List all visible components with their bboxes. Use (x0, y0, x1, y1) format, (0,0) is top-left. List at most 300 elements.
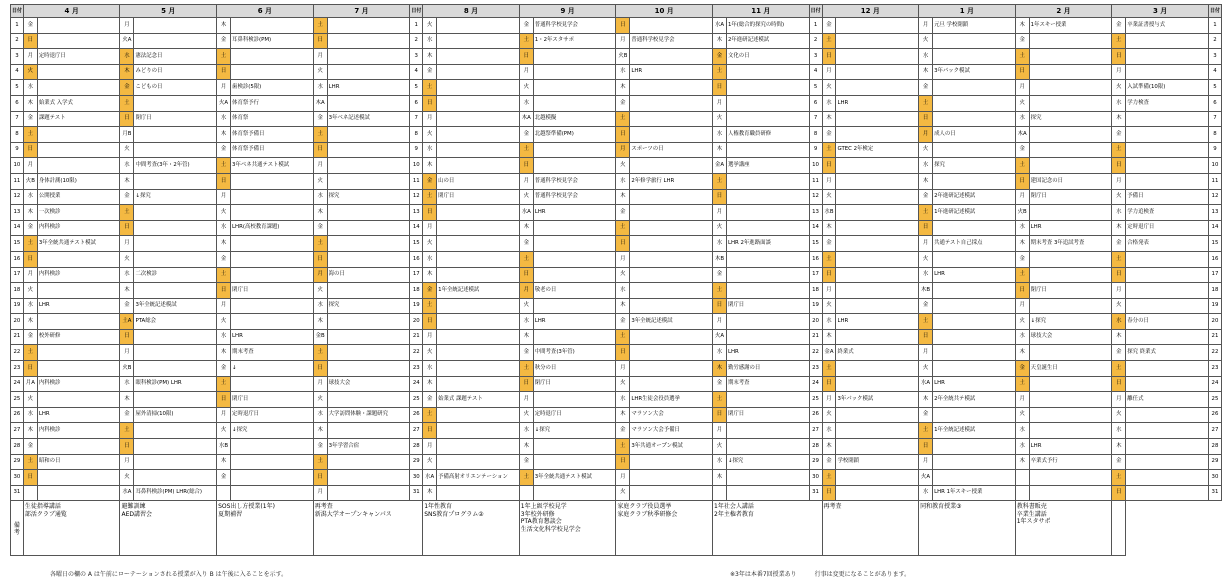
weekday-cell: 土 (822, 142, 836, 158)
event-cell: 北越模擬 (533, 111, 616, 127)
weekday-cell: 金 (217, 33, 231, 49)
event-cell (134, 454, 217, 470)
weekday-cell: 水 (23, 189, 37, 205)
weekday-cell: 土 (23, 345, 37, 361)
weekday-cell: 日 (23, 361, 37, 377)
weekday-cell: 月 (1112, 173, 1126, 189)
event-cell (327, 345, 410, 361)
event-cell: ↓探究 (726, 454, 809, 470)
event-cell: 卒業証書授与式 (1126, 18, 1209, 34)
event-cell (327, 454, 410, 470)
weekday-cell: 金 (519, 345, 533, 361)
event-cell: 身体計測(10限) (37, 173, 120, 189)
weekday-cell: 火B (1015, 205, 1029, 221)
event-cell (726, 267, 809, 283)
calendar-row (11, 407, 1222, 423)
weekday-cell: 火 (519, 407, 533, 423)
weekday-cell: 月 (1015, 298, 1029, 314)
day-number: 24 (1208, 376, 1221, 392)
day-number: 19 (1208, 298, 1221, 314)
event-cell: 閉庁日 (231, 392, 314, 408)
day-number: 22 (410, 345, 423, 361)
event-cell (231, 376, 314, 392)
event-cell (1126, 423, 1209, 439)
weekday-cell: 土 (919, 95, 933, 111)
event-cell: マラソン大会 (630, 407, 713, 423)
day-number: 19 (809, 298, 822, 314)
weekday-cell: 金 (217, 361, 231, 377)
weekday-cell: 木 (23, 314, 37, 330)
event-cell: 定時退庁日 (231, 407, 314, 423)
month-notes: 1年社会人講話 2年主権者教育 (713, 501, 822, 556)
weekday-cell: 日 (616, 236, 630, 252)
event-cell (231, 251, 314, 267)
day-number: 21 (809, 329, 822, 345)
weekday-cell: 火 (713, 111, 727, 127)
weekday-cell: 木 (1112, 220, 1126, 236)
event-cell: LHR (836, 314, 919, 330)
event-cell (630, 205, 713, 221)
event-cell: 校外研修 (37, 329, 120, 345)
weekday-cell: 土 (822, 361, 836, 377)
event-cell: 期末考査 (726, 376, 809, 392)
weekday-cell: 金 (120, 80, 134, 96)
event-cell: 球技大会 (327, 376, 410, 392)
weekday-cell: 日 (1112, 49, 1126, 65)
event-cell (1029, 127, 1112, 143)
weekday-cell: 木 (1015, 454, 1029, 470)
month-notes: 家庭クラブ役員選挙 家庭クラブ秋季研修会 (616, 501, 713, 556)
weekday-cell: 火 (519, 189, 533, 205)
event-cell (836, 439, 919, 455)
weekday-cell: 木 (919, 392, 933, 408)
event-cell: 昭和の日 (37, 454, 120, 470)
event-cell (327, 283, 410, 299)
event-cell (1029, 49, 1112, 65)
event-cell: 閉庁日 (533, 376, 616, 392)
weekday-cell: 水 (423, 361, 437, 377)
event-cell (836, 423, 919, 439)
event-cell (933, 283, 1016, 299)
calendar-row (11, 345, 1222, 361)
event-cell (437, 407, 520, 423)
weekday-cell: 月 (120, 454, 134, 470)
event-cell (933, 454, 1016, 470)
calendar-row (11, 64, 1222, 80)
day-number: 5 (410, 80, 423, 96)
event-cell: 終業式 (836, 345, 919, 361)
event-cell (1126, 251, 1209, 267)
calendar-row (11, 251, 1222, 267)
weekday-cell: 土 (713, 64, 727, 80)
day-number: 2 (1208, 33, 1221, 49)
event-cell: 閉庁日 (231, 283, 314, 299)
weekday-cell: 日 (822, 49, 836, 65)
day-number: 31 (11, 485, 24, 501)
event-cell (37, 345, 120, 361)
weekday-cell: 月 (120, 345, 134, 361)
weekday-cell: 火 (616, 158, 630, 174)
event-cell (437, 111, 520, 127)
event-cell (1029, 95, 1112, 111)
event-cell: GTEC 2年検定 (836, 142, 919, 158)
weekday-cell: 金 (822, 127, 836, 143)
event-cell (37, 314, 120, 330)
weekday-cell: 木 (217, 345, 231, 361)
event-cell (1126, 173, 1209, 189)
event-cell (836, 220, 919, 236)
weekday-cell: 水A (423, 470, 437, 486)
day-number: 7 (809, 111, 822, 127)
weekday-cell: 日 (519, 158, 533, 174)
event-cell: 体育祭予行 (231, 95, 314, 111)
event-cell: 2年全統共テ模試 (933, 392, 1016, 408)
month-header: 7 月 (313, 5, 410, 18)
event-cell: 学力追検査 (1126, 205, 1209, 221)
day-number: 18 (1208, 283, 1221, 299)
weekday-cell: 火 (822, 189, 836, 205)
weekday-cell: 月 (919, 18, 933, 34)
weekday-cell: 土 (822, 470, 836, 486)
calendar-row (11, 329, 1222, 345)
calendar-row (11, 80, 1222, 96)
weekday-cell: 水 (919, 158, 933, 174)
event-cell: 歯検診(5限) (231, 80, 314, 96)
weekday-cell: 金 (1112, 18, 1126, 34)
day-column-header: 日付 (1208, 5, 1221, 18)
event-cell: 閉庁日 (134, 111, 217, 127)
day-number: 10 (809, 158, 822, 174)
day-number: 5 (1208, 80, 1221, 96)
weekday-cell: 月 (519, 64, 533, 80)
event-cell (533, 485, 616, 501)
notes-row (11, 501, 1222, 556)
month-notes: 生徒指導講話 部活クラブ通覧 (23, 501, 120, 556)
weekday-cell: 月 (919, 454, 933, 470)
event-cell: 3年ベネ記述模試 (327, 111, 410, 127)
event-cell (630, 220, 713, 236)
event-cell (437, 251, 520, 267)
event-cell (533, 251, 616, 267)
weekday-cell: 月 (313, 376, 327, 392)
event-cell: 探究 (1029, 111, 1112, 127)
event-cell: 課題テスト (37, 111, 120, 127)
event-cell (836, 33, 919, 49)
event-cell (231, 49, 314, 65)
event-cell (327, 127, 410, 143)
day-number: 9 (809, 142, 822, 158)
weekday-cell: 月 (822, 173, 836, 189)
weekday-cell: 土 (616, 220, 630, 236)
event-cell (630, 376, 713, 392)
event-cell (327, 392, 410, 408)
weekday-cell: 日 (217, 64, 231, 80)
day-number: 16 (1208, 251, 1221, 267)
event-cell: 1年全統記述模試 (437, 283, 520, 299)
weekday-cell: 月 (519, 392, 533, 408)
event-cell (836, 283, 919, 299)
weekday-cell: 火 (23, 392, 37, 408)
month-notes: SOS出し方授業(1年) 夏期補習 (217, 501, 314, 556)
event-cell (437, 423, 520, 439)
weekday-cell (713, 485, 727, 501)
event-cell (726, 142, 809, 158)
event-cell (933, 314, 1016, 330)
weekday-cell: 火 (1112, 80, 1126, 96)
weekday-cell: 水 (23, 80, 37, 96)
event-cell (37, 33, 120, 49)
event-cell: 内科検診 (37, 267, 120, 283)
event-cell (37, 64, 120, 80)
weekday-cell: 火 (23, 64, 37, 80)
event-cell (327, 49, 410, 65)
weekday-cell: 火A (120, 33, 134, 49)
event-cell: LHR 2年進路面談 (726, 236, 809, 252)
weekday-cell: 日 (1112, 485, 1126, 501)
day-number: 14 (410, 220, 423, 236)
weekday-cell: 月 (217, 407, 231, 423)
event-cell (327, 220, 410, 236)
weekday-cell: 水 (313, 298, 327, 314)
event-cell (836, 80, 919, 96)
event-cell: 球技大会 (1029, 329, 1112, 345)
event-cell (37, 127, 120, 143)
weekday-cell: 金 (919, 189, 933, 205)
event-cell: 元旦 学校閉鎖 (933, 18, 1016, 34)
event-cell (726, 439, 809, 455)
event-cell (533, 236, 616, 252)
weekday-cell: 土 (23, 127, 37, 143)
weekday-cell: 月 (616, 251, 630, 267)
event-cell: こどもの日 (134, 80, 217, 96)
weekday-cell: 日 (313, 251, 327, 267)
day-number: 3 (1208, 49, 1221, 65)
day-number: 9 (410, 142, 423, 158)
day-number: 14 (809, 220, 822, 236)
weekday-cell: 水 (423, 251, 437, 267)
day-number: 7 (1208, 111, 1221, 127)
event-cell (37, 283, 120, 299)
weekday-cell: 水 (919, 49, 933, 65)
weekday-cell: 月 (822, 392, 836, 408)
weekday-cell: 水 (1015, 423, 1029, 439)
day-number: 13 (1208, 205, 1221, 221)
weekday-cell: 日 (519, 267, 533, 283)
event-cell (437, 454, 520, 470)
day-number: 8 (11, 127, 24, 143)
weekday-cell: 月 (616, 33, 630, 49)
event-cell (630, 127, 713, 143)
weekday-cell: 木 (616, 407, 630, 423)
weekday-cell: 土 (217, 49, 231, 65)
weekday-cell: 木 (423, 376, 437, 392)
event-cell: 北越祭準備(PM) (533, 127, 616, 143)
event-cell: 定時退庁日 (533, 407, 616, 423)
day-number: 4 (11, 64, 24, 80)
event-cell (1126, 439, 1209, 455)
weekday-cell: 金 (217, 251, 231, 267)
calendar-row (11, 236, 1222, 252)
event-cell (726, 423, 809, 439)
weekday-cell: 火 (616, 485, 630, 501)
event-cell (437, 18, 520, 34)
event-cell: 3年ベネ共通テスト模試 (231, 158, 314, 174)
weekday-cell: 木 (713, 142, 727, 158)
event-cell (37, 439, 120, 455)
event-cell: 普通科学校見学会 (533, 173, 616, 189)
weekday-cell: 土 (519, 361, 533, 377)
event-cell: 春分の日 (1126, 314, 1209, 330)
calendar-row (11, 189, 1222, 205)
weekday-cell: 土 (1112, 142, 1126, 158)
weekday-cell: 日 (616, 345, 630, 361)
weekday-cell: 月 (713, 423, 727, 439)
event-cell (630, 345, 713, 361)
weekday-cell: 金 (313, 439, 327, 455)
weekday-cell: 日 (713, 298, 727, 314)
weekday-cell: 水 (313, 189, 327, 205)
event-cell (231, 173, 314, 189)
weekday-cell: 土 (919, 314, 933, 330)
calendar-row (11, 173, 1222, 189)
day-number: 16 (11, 251, 24, 267)
day-column-header: 日付 (11, 5, 24, 18)
weekday-cell: 火B (23, 173, 37, 189)
day-number: 4 (1208, 64, 1221, 80)
day-number: 6 (410, 95, 423, 111)
weekday-cell: 水 (217, 329, 231, 345)
weekday-cell: 水 (519, 314, 533, 330)
weekday-cell: 金 (217, 470, 231, 486)
weekday-cell: 金A (822, 345, 836, 361)
weekday-cell: 火A (713, 329, 727, 345)
weekday-cell: 木 (313, 314, 327, 330)
day-number: 17 (809, 267, 822, 283)
event-cell (836, 470, 919, 486)
weekday-cell: 日 (1112, 267, 1126, 283)
weekday-cell: 土 (1015, 267, 1029, 283)
weekday-cell: 月 (822, 64, 836, 80)
event-cell: ↓ (231, 361, 314, 377)
day-number: 27 (1208, 423, 1221, 439)
event-cell (1126, 49, 1209, 65)
event-cell: LHR (933, 267, 1016, 283)
weekday-cell: 火 (423, 18, 437, 34)
weekday-cell: 木B (919, 283, 933, 299)
event-cell (37, 485, 120, 501)
weekday-cell: 木 (217, 18, 231, 34)
weekday-cell: 土 (423, 298, 437, 314)
day-number: 24 (809, 376, 822, 392)
event-cell (533, 49, 616, 65)
day-number: 8 (1208, 127, 1221, 143)
weekday-cell: 水A (713, 18, 727, 34)
day-number: 4 (410, 64, 423, 80)
day-number: 22 (11, 345, 24, 361)
calendar-row (11, 158, 1222, 174)
weekday-cell: 月 (919, 345, 933, 361)
event-cell (134, 251, 217, 267)
event-cell (1126, 376, 1209, 392)
weekday-cell: 水A (919, 376, 933, 392)
weekday-cell: 日 (713, 80, 727, 96)
event-cell: 探究 (327, 189, 410, 205)
event-cell (437, 33, 520, 49)
weekday-cell: 金 (519, 18, 533, 34)
weekday-cell: 火 (423, 236, 437, 252)
day-number: 27 (11, 423, 24, 439)
weekday-cell: 金A (713, 158, 727, 174)
weekday-cell: 火 (1112, 298, 1126, 314)
weekday-cell: 火 (1015, 314, 1029, 330)
event-cell: 海の日 (327, 267, 410, 283)
weekday-cell: 土 (217, 267, 231, 283)
event-cell (134, 361, 217, 377)
weekday-cell: 水 (822, 314, 836, 330)
weekday-cell: 金 (313, 220, 327, 236)
event-cell (327, 329, 410, 345)
day-number: 3 (809, 49, 822, 65)
weekday-cell: 木 (23, 205, 37, 221)
weekday-cell: 土 (1112, 251, 1126, 267)
weekday-cell: 日 (919, 111, 933, 127)
weekday-cell: 月 (217, 298, 231, 314)
event-cell (327, 236, 410, 252)
weekday-cell: 日 (423, 423, 437, 439)
event-cell: マラソン大会予備日 (630, 423, 713, 439)
weekday-cell: 水B (217, 439, 231, 455)
weekday-cell: 土 (519, 470, 533, 486)
event-cell (327, 485, 410, 501)
event-cell (630, 95, 713, 111)
weekday-cell: 土 (1015, 158, 1029, 174)
weekday-cell: 金 (519, 454, 533, 470)
day-number: 26 (1208, 407, 1221, 423)
event-cell: 1年全統記述模試 (933, 423, 1016, 439)
weekday-cell: 土 (822, 251, 836, 267)
event-cell: 天皇誕生日 (1029, 361, 1112, 377)
weekday-cell: 日 (616, 454, 630, 470)
weekday-cell: 月 (519, 173, 533, 189)
event-cell: LHR(高校教育課題) (231, 220, 314, 236)
day-number: 8 (410, 127, 423, 143)
event-cell: 眼科検診(PM) LHR (134, 376, 217, 392)
weekday-cell: 木 (1015, 236, 1029, 252)
weekday-cell: 金 (713, 49, 727, 65)
day-number: 30 (1208, 470, 1221, 486)
month-header: 11 月 (713, 5, 810, 18)
weekday-cell: 日 (423, 314, 437, 330)
event-cell (327, 251, 410, 267)
weekday-cell: 金 (23, 329, 37, 345)
calendar-row (11, 361, 1222, 377)
event-cell (630, 80, 713, 96)
event-cell (327, 142, 410, 158)
event-cell (134, 236, 217, 252)
weekday-cell: 火B (616, 49, 630, 65)
weekday-cell: 木 (217, 454, 231, 470)
event-cell (437, 298, 520, 314)
event-cell: ↓探究 (231, 423, 314, 439)
day-number: 20 (11, 314, 24, 330)
weekday-cell: 火 (423, 127, 437, 143)
event-cell (630, 267, 713, 283)
day-number: 7 (410, 111, 423, 127)
event-cell: 期末考査 (231, 345, 314, 361)
event-cell (933, 33, 1016, 49)
event-cell (630, 298, 713, 314)
event-cell (1029, 485, 1112, 501)
